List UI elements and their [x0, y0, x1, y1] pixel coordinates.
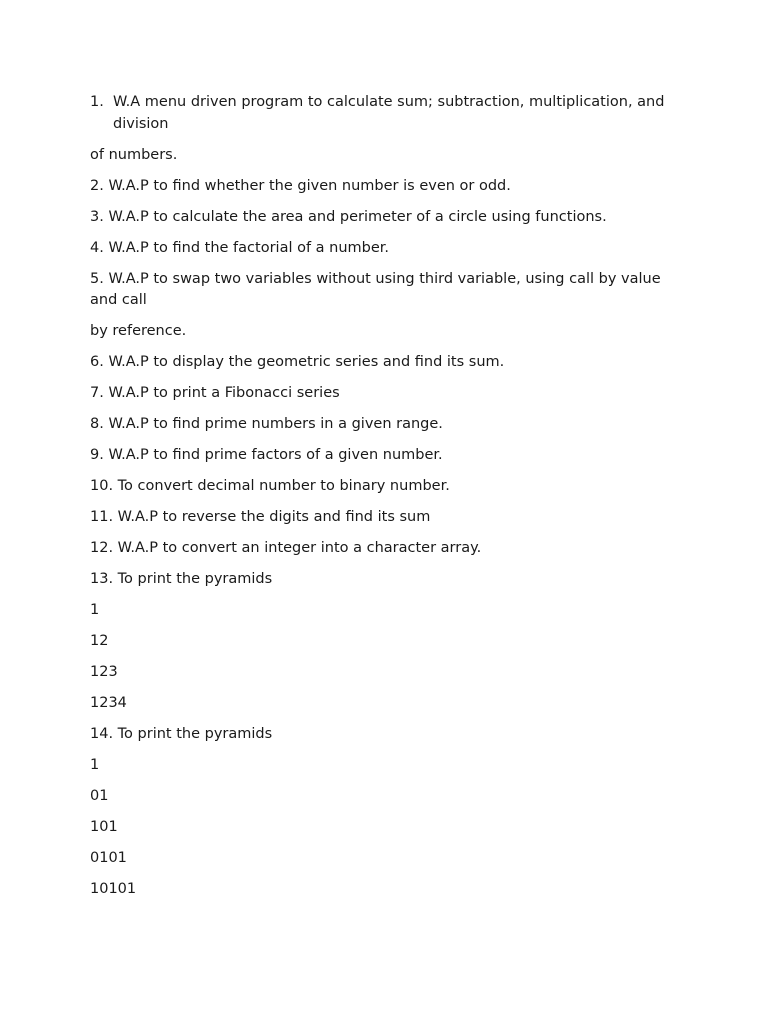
- list-item-14: 14. To print the pyramids: [90, 726, 273, 742]
- list-item-1: [90, 92, 690, 135]
- list-item-text: W.A menu driven program to calculate sum; subtraction, multiplication, and division: [113, 94, 665, 132]
- pyramid-row: 10101: [90, 881, 137, 897]
- pyramid-row: 1: [90, 757, 100, 773]
- list-item-11: 11. W.A.P to reverse the digits and find its sum: [90, 509, 431, 525]
- list-item-7: 7. W.A.P to print a Fibonacci series: [90, 385, 340, 401]
- pyramid-row: 0101: [90, 850, 127, 866]
- pyramid-row: 01: [90, 788, 109, 804]
- paragraph: of numbers.: [90, 146, 178, 163]
- pyramid-row: 12: [90, 633, 109, 649]
- list-item-9: 9. W.A.P to find prime factors of a given number.: [90, 447, 443, 463]
- list-item-2: 2. W.A.P to find whether the given number is even or odd.: [90, 177, 511, 194]
- list-item-6: 6. W.A.P to display the geometric series and find its sum.: [90, 354, 505, 370]
- list-item-number: 1.: [90, 94, 104, 110]
- pyramid-row: 123: [90, 664, 118, 680]
- pyramid-row: 101: [90, 819, 118, 835]
- list-item-3: 3. W.A.P to calculate the area and perimeter of a circle using functions.: [90, 208, 607, 225]
- pyramid-row: 1234: [90, 695, 127, 711]
- list-item-13: 13. To print the pyramids: [90, 571, 273, 587]
- list-item-5: 5. W.A.P to swap two variables without using third variable, using call by value and call: [90, 270, 661, 308]
- list-item-10: 10. To convert decimal number to binary number.: [90, 478, 450, 494]
- list-item-4: 4. W.A.P to find the factorial of a number.: [90, 239, 390, 256]
- document-body: [90, 92, 690, 910]
- pyramid-row: 1: [90, 602, 100, 618]
- paragraph: by reference.: [90, 323, 187, 339]
- list-item-12: 12. W.A.P to convert an integer into a character array.: [90, 540, 482, 556]
- list-item-8: 8. W.A.P to find prime numbers in a given range.: [90, 416, 443, 432]
